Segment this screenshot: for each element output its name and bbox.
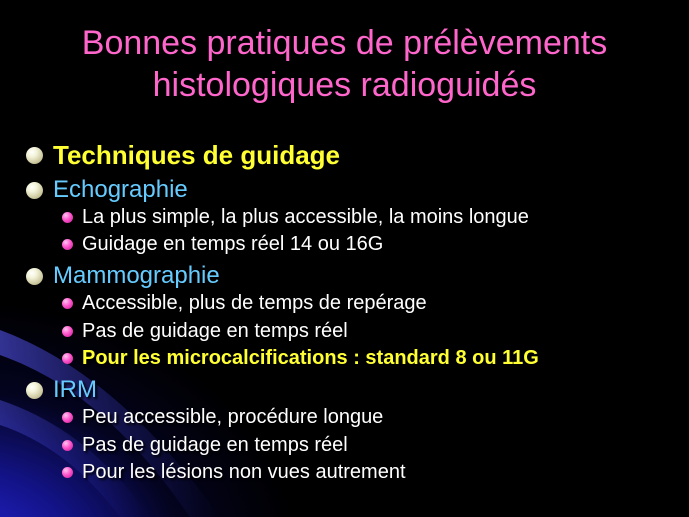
bullet-text: La plus simple, la plus accessible, la moins longue [82,206,529,228]
title-line-1: Bonnes pratiques de prélèvements [81,24,608,62]
list-item [26,262,220,290]
bullet-sphere-icon [62,353,73,364]
bullet-sphere-icon [62,239,73,250]
bullet-sphere-icon [62,298,73,309]
bullet-text: Guidage en temps réel 14 ou 16G [82,233,384,255]
title-line-2: histologiques radioguidés [152,66,537,104]
bullet-text: Echographie [53,176,188,203]
bullet-sphere-icon [62,467,73,478]
bullet-text: Mammographie [53,262,220,289]
bullet-text: IRM [53,376,97,403]
bullet-text: Techniques de guidage [53,140,341,170]
list-item [62,347,539,370]
bullet-text: Pour les lésions non vues autrement [82,461,406,483]
list-item [62,206,529,229]
bullet-sphere-icon [26,268,43,285]
bullet-sphere-icon [26,382,43,399]
bullet-sphere-icon [26,182,43,199]
list-item [26,376,97,404]
bullet-sphere-icon [62,326,73,337]
bullet-sphere-icon [62,440,73,451]
bullet-text: Pas de guidage en temps réel [82,434,348,456]
bullet-sphere-icon [62,212,73,223]
bullet-text: Pas de guidage en temps réel [82,320,348,342]
bullet-sphere-icon [62,412,73,423]
bullet-text: Accessible, plus de temps de repérage [82,292,427,314]
bullet-text: Pour les microcalcifications : standard 8 ou 11G [82,347,539,369]
bullet-sphere-icon [26,147,43,164]
list-item [62,434,348,457]
list-item [62,406,383,429]
slide-title [0,22,689,106]
bullet-text: Peu accessible, procédure longue [82,406,384,428]
list-item [62,233,383,256]
list-item [26,140,340,171]
list-item [62,292,427,315]
list-item [26,176,188,204]
list-item [62,461,406,484]
list-item [62,320,348,343]
